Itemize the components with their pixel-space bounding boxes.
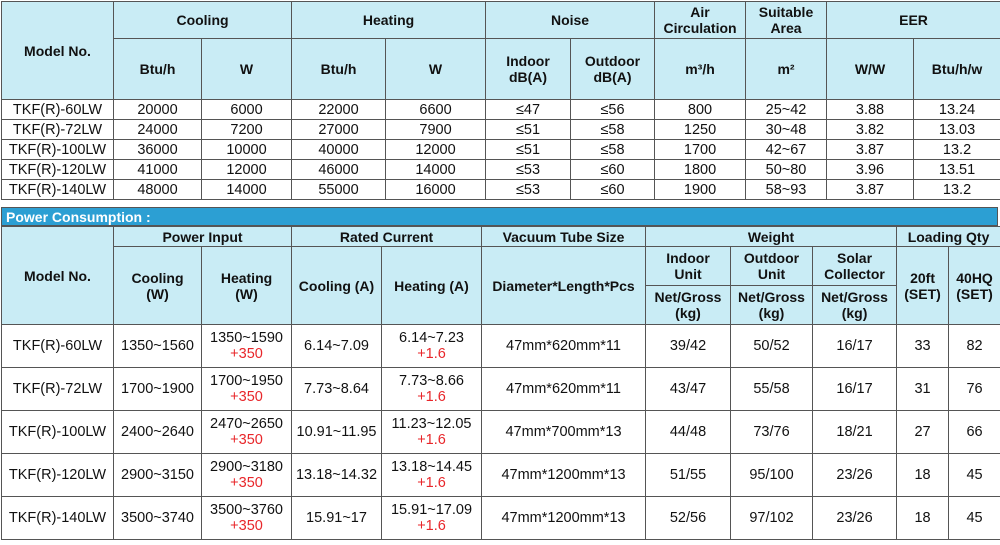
table-row xyxy=(2,100,1000,120)
value-cell: 47mm*620mm*11 xyxy=(482,368,646,411)
value-cell: 58~93 xyxy=(746,180,827,200)
header-eer: EER xyxy=(827,2,1000,39)
value-cell: ≤47 xyxy=(486,100,571,120)
value-cell: 2400~2640 xyxy=(114,411,202,454)
value-cell: 95/100 xyxy=(731,454,813,497)
table-row xyxy=(2,120,1000,140)
value-cell: 6.14~7.09 xyxy=(292,325,382,368)
table-row xyxy=(2,497,1000,540)
header-outdoor-unit: Outdoor Unit xyxy=(731,247,813,286)
range-value: 1350~1590 xyxy=(210,330,283,346)
value-cell: 45 xyxy=(949,454,1000,497)
value-cell xyxy=(382,325,482,368)
model-cell: TKF(R)-140LW xyxy=(2,497,114,540)
model-cell: TKF(R)-60LW xyxy=(2,325,114,368)
value-cell: 800 xyxy=(655,100,746,120)
value-cell: 1800 xyxy=(655,160,746,180)
value-cell: 23/26 xyxy=(813,454,897,497)
value-cell: 55000 xyxy=(292,180,386,200)
value-cell xyxy=(382,368,482,411)
extra-value: +1.6 xyxy=(417,389,446,405)
table-row xyxy=(2,140,1000,160)
value-cell: ≤56 xyxy=(571,100,655,120)
model-cell: TKF(R)-120LW xyxy=(2,160,114,180)
extra-value: +1.6 xyxy=(417,432,446,448)
header-model-2: Model No. xyxy=(2,227,114,325)
header-eer-ww: W/W xyxy=(827,39,914,100)
extra-value: +350 xyxy=(230,475,263,491)
header-cooling-btuh: Btu/h xyxy=(114,39,202,100)
value-cell xyxy=(382,411,482,454)
model-cell: TKF(R)-120LW xyxy=(2,454,114,497)
value-cell: ≤53 xyxy=(486,180,571,200)
header-heating-a: Heating (A) xyxy=(382,247,482,325)
model-cell: TKF(R)-100LW xyxy=(2,411,114,454)
header-weight: Weight xyxy=(646,227,897,247)
value-cell: 2900~3150 xyxy=(114,454,202,497)
value-cell: 14000 xyxy=(202,180,292,200)
range-value: 15.91~17.09 xyxy=(390,502,473,518)
header-noise: Noise xyxy=(486,2,655,39)
value-cell: 44/48 xyxy=(646,411,731,454)
value-cell: 48000 xyxy=(114,180,202,200)
header-solar-netgross: Net/Gross (kg) xyxy=(813,286,897,325)
value-cell: 27000 xyxy=(292,120,386,140)
header-noise-outdoor: Outdoor dB(A) xyxy=(571,39,655,100)
value-cell: 47mm*620mm*11 xyxy=(482,325,646,368)
header-heating: Heating xyxy=(292,2,486,39)
model-cell: TKF(R)-72LW xyxy=(2,120,114,140)
value-cell: 66 xyxy=(949,411,1000,454)
value-cell xyxy=(202,411,292,454)
header-diameter-length-pcs: Diameter*Length*Pcs xyxy=(482,247,646,325)
value-cell: 23/26 xyxy=(813,497,897,540)
header-indoor-netgross: Net/Gross (kg) xyxy=(646,286,731,325)
range-value: 11.23~12.05 xyxy=(391,416,472,432)
value-cell xyxy=(202,325,292,368)
header-heating-w: W xyxy=(386,39,486,100)
value-cell: 13.2 xyxy=(914,180,1000,200)
model-cell: TKF(R)-72LW xyxy=(2,368,114,411)
value-cell: 16/17 xyxy=(813,325,897,368)
value-cell: 51/55 xyxy=(646,454,731,497)
header-noise-indoor: Indoor dB(A) xyxy=(486,39,571,100)
value-cell: 13.18~14.32 xyxy=(292,454,382,497)
value-cell xyxy=(202,497,292,540)
range-value: 6.14~7.23 xyxy=(399,330,464,346)
value-cell: 1700 xyxy=(655,140,746,160)
header-vacuum-tube: Vacuum Tube Size xyxy=(482,227,646,247)
extra-value: +1.6 xyxy=(417,346,446,362)
range-value: 1700~1950 xyxy=(210,373,283,389)
value-cell: 13.03 xyxy=(914,120,1000,140)
range-value: 7.73~8.66 xyxy=(399,373,464,389)
value-cell: 47mm*1200mm*13 xyxy=(482,454,646,497)
header-heating-btuh: Btu/h xyxy=(292,39,386,100)
value-cell: 24000 xyxy=(114,120,202,140)
header-eer-btuhw: Btu/h/w xyxy=(914,39,1000,100)
value-cell: 13.24 xyxy=(914,100,1000,120)
spec-table xyxy=(1,1,1000,200)
value-cell: 18/21 xyxy=(813,411,897,454)
value-cell: 3.88 xyxy=(827,100,914,120)
value-cell: 55/58 xyxy=(731,368,813,411)
header-power-input: Power Input xyxy=(114,227,292,247)
value-cell: 20000 xyxy=(114,100,202,120)
value-cell: 7200 xyxy=(202,120,292,140)
value-cell: 3.82 xyxy=(827,120,914,140)
value-cell: 1250 xyxy=(655,120,746,140)
value-cell: 33 xyxy=(897,325,949,368)
value-cell: 3500~3740 xyxy=(114,497,202,540)
header-indoor-unit: Indoor Unit xyxy=(646,247,731,286)
value-cell: 3.96 xyxy=(827,160,914,180)
value-cell: 42~67 xyxy=(746,140,827,160)
value-cell: 3.87 xyxy=(827,140,914,160)
value-cell: 12000 xyxy=(202,160,292,180)
value-cell xyxy=(382,454,482,497)
value-cell: 97/102 xyxy=(731,497,813,540)
value-cell: 50~80 xyxy=(746,160,827,180)
value-cell: 76 xyxy=(949,368,1000,411)
extra-value: +350 xyxy=(230,432,263,448)
value-cell xyxy=(202,368,292,411)
header-cooling-w: W xyxy=(202,39,292,100)
range-value: 2900~3180 xyxy=(210,459,283,475)
value-cell: 39/42 xyxy=(646,325,731,368)
value-cell: 50/52 xyxy=(731,325,813,368)
header-40hq: 40HQ (SET) xyxy=(949,247,1000,325)
value-cell: ≤53 xyxy=(486,160,571,180)
table-row xyxy=(2,180,1000,200)
value-cell: 52/56 xyxy=(646,497,731,540)
table-row xyxy=(2,368,1000,411)
value-cell: 1350~1560 xyxy=(114,325,202,368)
header-air-unit: m³/h xyxy=(655,39,746,100)
value-cell: 6000 xyxy=(202,100,292,120)
value-cell: ≤60 xyxy=(571,180,655,200)
power-consumption-title: Power Consumption : xyxy=(1,207,998,226)
value-cell: ≤51 xyxy=(486,140,571,160)
header-20ft: 20ft (SET) xyxy=(897,247,949,325)
value-cell: 16/17 xyxy=(813,368,897,411)
value-cell: 13.2 xyxy=(914,140,1000,160)
value-cell: 31 xyxy=(897,368,949,411)
value-cell: 18 xyxy=(897,497,949,540)
value-cell: 40000 xyxy=(292,140,386,160)
range-value: 2470~2650 xyxy=(210,416,283,432)
value-cell: 43/47 xyxy=(646,368,731,411)
value-cell: 47mm*1200mm*13 xyxy=(482,497,646,540)
extra-value: +350 xyxy=(230,518,263,534)
value-cell: 6600 xyxy=(386,100,486,120)
value-cell: 46000 xyxy=(292,160,386,180)
value-cell: 36000 xyxy=(114,140,202,160)
table-row xyxy=(2,325,1000,368)
value-cell: 15.91~17 xyxy=(292,497,382,540)
header-cooling-w: Cooling (W) xyxy=(114,247,202,325)
value-cell: 27 xyxy=(897,411,949,454)
header-air-circulation: Air Circulation xyxy=(655,2,746,39)
header-outdoor-netgross: Net/Gross (kg) xyxy=(731,286,813,325)
value-cell: 30~48 xyxy=(746,120,827,140)
value-cell: 18 xyxy=(897,454,949,497)
header-rated-current: Rated Current xyxy=(292,227,482,247)
value-cell: 22000 xyxy=(292,100,386,120)
value-cell: 73/76 xyxy=(731,411,813,454)
header-loading-qty: Loading Qty xyxy=(897,227,1000,247)
model-cell: TKF(R)-100LW xyxy=(2,140,114,160)
model-cell: TKF(R)-60LW xyxy=(2,100,114,120)
value-cell: 1700~1900 xyxy=(114,368,202,411)
value-cell: 16000 xyxy=(386,180,486,200)
value-cell: 7.73~8.64 xyxy=(292,368,382,411)
extra-value: +350 xyxy=(230,389,263,405)
header-suitable-area: Suitable Area xyxy=(746,2,827,39)
value-cell xyxy=(202,454,292,497)
header-solar-collector: Solar Collector xyxy=(813,247,897,286)
value-cell: 25~42 xyxy=(746,100,827,120)
model-cell: TKF(R)-140LW xyxy=(2,180,114,200)
header-model: Model No. xyxy=(2,2,114,100)
value-cell xyxy=(382,497,482,540)
range-value: 3500~3760 xyxy=(210,502,283,518)
table-row xyxy=(2,454,1000,497)
value-cell: 3.87 xyxy=(827,180,914,200)
table-row xyxy=(2,160,1000,180)
value-cell: 14000 xyxy=(386,160,486,180)
power-table xyxy=(1,226,1000,540)
value-cell: ≤51 xyxy=(486,120,571,140)
value-cell: 82 xyxy=(949,325,1000,368)
value-cell: 47mm*700mm*13 xyxy=(482,411,646,454)
extra-value: +350 xyxy=(230,346,263,362)
value-cell: ≤60 xyxy=(571,160,655,180)
header-heating-w: Heating (W) xyxy=(202,247,292,325)
header-area-unit: m² xyxy=(746,39,827,100)
header-cooling-a: Cooling (A) xyxy=(292,247,382,325)
header-cooling: Cooling xyxy=(114,2,292,39)
value-cell: 45 xyxy=(949,497,1000,540)
value-cell: 41000 xyxy=(114,160,202,180)
value-cell: 12000 xyxy=(386,140,486,160)
value-cell: 7900 xyxy=(386,120,486,140)
value-cell: 13.51 xyxy=(914,160,1000,180)
extra-value: +1.6 xyxy=(417,475,446,491)
value-cell: ≤58 xyxy=(571,140,655,160)
value-cell: ≤58 xyxy=(571,120,655,140)
value-cell: 10000 xyxy=(202,140,292,160)
table-row xyxy=(2,411,1000,454)
range-value: 13.18~14.45 xyxy=(390,459,473,475)
value-cell: 10.91~11.95 xyxy=(292,411,382,454)
value-cell: 1900 xyxy=(655,180,746,200)
extra-value: +1.6 xyxy=(417,518,446,534)
